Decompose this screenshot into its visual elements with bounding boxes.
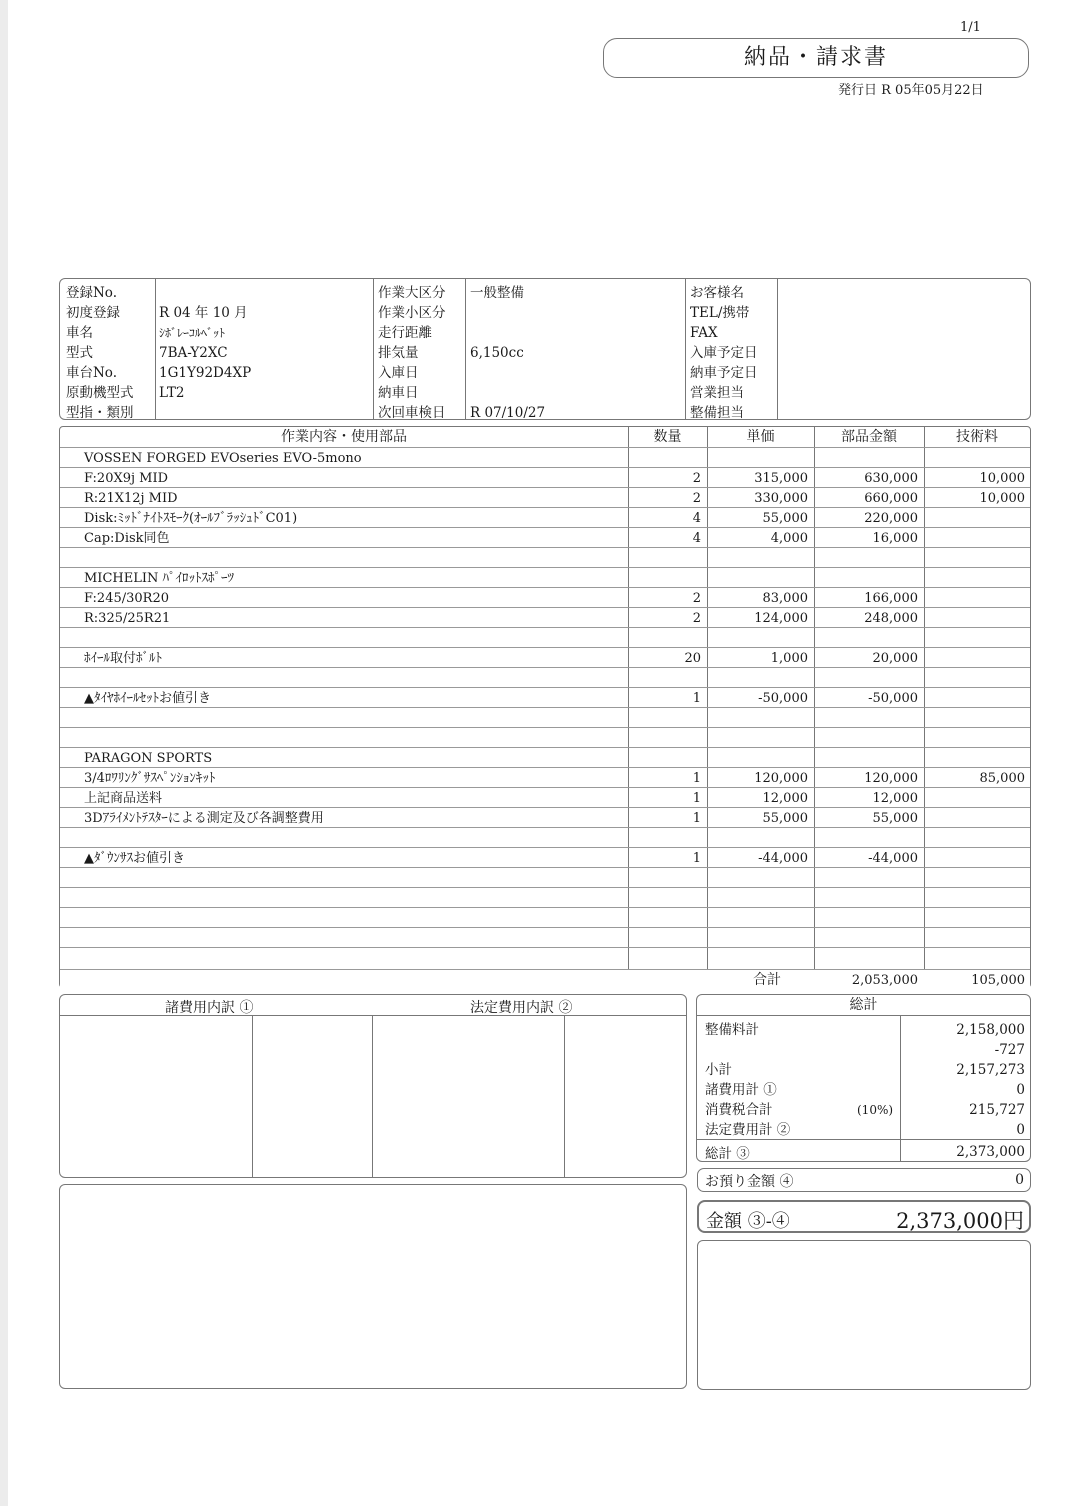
row-parts-amount: 16,000 bbox=[872, 531, 918, 546]
table-row bbox=[60, 847, 1030, 868]
row-labor bbox=[924, 508, 1025, 528]
row-description bbox=[84, 668, 624, 688]
amount-due-box bbox=[697, 1200, 1031, 1233]
row-qty: 1 bbox=[692, 811, 701, 826]
row-parts-amount: 630,000 bbox=[864, 471, 918, 486]
row-unit-price bbox=[707, 928, 808, 948]
row-qty bbox=[628, 868, 701, 888]
deposit-value: 0 bbox=[1015, 1172, 1024, 1188]
table-row bbox=[60, 627, 1030, 648]
row-parts-amount: 20,000 bbox=[872, 651, 918, 666]
stamp-box bbox=[697, 1240, 1031, 1390]
row-parts-amount: 12,000 bbox=[872, 791, 918, 806]
table-row bbox=[60, 807, 1030, 828]
row-unit-price: 124,000 bbox=[754, 611, 808, 626]
col-header-labor: 技術料 bbox=[956, 429, 998, 445]
row-unit-price bbox=[707, 448, 808, 468]
total-parts: 2,053,000 bbox=[851, 973, 918, 988]
row-description bbox=[84, 868, 624, 888]
row-qty: 1 bbox=[692, 791, 701, 806]
row-description: 3/4ﾛﾜﾘﾝｸﾞｻｽﾍﾟﾝｼｮﾝｷｯﾄ bbox=[84, 771, 216, 786]
table-row bbox=[60, 467, 1030, 488]
row-unit-price bbox=[707, 748, 808, 768]
row-labor: 10,000 bbox=[979, 471, 1025, 486]
vehicle-values: R 04 年 10 月 ｼﾎﾞﾚｰｺﾙﾍﾞｯﾄ 7BA-Y2XC 1G1Y92D4XP LT2 bbox=[159, 305, 252, 401]
row-parts-amount: 660,000 bbox=[864, 491, 918, 506]
row-description bbox=[84, 628, 624, 648]
grand-total-label: 総計 ③ bbox=[705, 1146, 750, 1162]
legal-fee-heading: 法定費用内訳 ② bbox=[470, 1000, 573, 1016]
row-qty: 2 bbox=[692, 611, 701, 626]
row-labor bbox=[924, 928, 1025, 948]
table-row bbox=[60, 447, 1030, 468]
row-parts-amount bbox=[814, 708, 918, 728]
row-parts-amount bbox=[814, 748, 918, 768]
total-labor: 105,000 bbox=[971, 973, 1025, 988]
row-parts-amount: 120,000 bbox=[864, 771, 918, 786]
col-header-parts-amount: 部品金額 bbox=[841, 429, 897, 445]
row-parts-amount bbox=[814, 908, 918, 928]
row-parts-amount: 166,000 bbox=[864, 591, 918, 606]
page-number: 1/1 bbox=[960, 20, 981, 35]
row-unit-price bbox=[707, 628, 808, 648]
row-qty bbox=[628, 928, 701, 948]
row-labor bbox=[924, 948, 1025, 968]
row-description bbox=[84, 928, 624, 948]
row-description bbox=[84, 708, 624, 728]
misc-fee-heading: 諸費用内訳 ① bbox=[165, 1000, 254, 1016]
row-labor bbox=[924, 908, 1025, 928]
table-row bbox=[60, 667, 1030, 688]
table-row bbox=[60, 827, 1030, 848]
table-row bbox=[60, 747, 1030, 768]
row-description bbox=[84, 888, 624, 908]
row-parts-amount bbox=[814, 948, 918, 968]
row-unit-price bbox=[707, 548, 808, 568]
row-unit-price bbox=[707, 908, 808, 928]
row-labor bbox=[924, 568, 1025, 588]
row-parts-amount bbox=[814, 548, 918, 568]
row-labor bbox=[924, 828, 1025, 848]
row-labor bbox=[924, 748, 1025, 768]
row-parts-amount bbox=[814, 668, 918, 688]
row-description bbox=[84, 828, 624, 848]
col-header-qty: 数量 bbox=[653, 429, 682, 445]
row-unit-price: -50,000 bbox=[758, 691, 808, 706]
tax-rate: (10%) bbox=[857, 1103, 894, 1117]
table-row bbox=[60, 547, 1030, 568]
items-table bbox=[59, 426, 1031, 988]
row-unit-price: 12,000 bbox=[762, 791, 808, 806]
row-parts-amount: 55,000 bbox=[872, 811, 918, 826]
row-unit-price: 120,000 bbox=[754, 771, 808, 786]
row-qty bbox=[628, 568, 701, 588]
totals-heading: 総計 bbox=[697, 995, 1030, 1016]
row-qty bbox=[628, 628, 701, 648]
table-row bbox=[60, 527, 1030, 548]
row-unit-price bbox=[707, 948, 808, 968]
row-labor bbox=[924, 448, 1025, 468]
row-parts-amount: 248,000 bbox=[864, 611, 918, 626]
row-description: F:245/30R20 bbox=[84, 591, 170, 606]
row-unit-price: -44,000 bbox=[758, 851, 808, 866]
totals-box bbox=[696, 994, 1031, 1162]
table-row bbox=[60, 687, 1030, 708]
row-unit-price bbox=[707, 708, 808, 728]
row-unit-price bbox=[707, 868, 808, 888]
row-qty bbox=[628, 668, 701, 688]
row-unit-price: 55,000 bbox=[762, 511, 808, 526]
row-qty: 20 bbox=[684, 651, 701, 666]
row-labor bbox=[924, 628, 1025, 648]
row-labor bbox=[924, 648, 1025, 668]
vehicle-labels: 登録No. 初度登録 車名 型式 車台No. 原動機型式 型指・類別 bbox=[66, 285, 134, 421]
totals-labels: 整備料計 小計 諸費用計 ① 消費税合計 法定費用計 ② bbox=[705, 1022, 791, 1138]
row-parts-amount bbox=[814, 928, 918, 948]
amount-due-label: 金額 ③-④ bbox=[706, 1211, 790, 1232]
row-labor bbox=[924, 688, 1025, 708]
row-description: ﾎｲｰﾙ取付ﾎﾞﾙﾄ bbox=[84, 651, 163, 666]
row-description: Cap:Disk同色 bbox=[84, 531, 170, 546]
row-unit-price: 330,000 bbox=[754, 491, 808, 506]
row-unit-price bbox=[707, 568, 808, 588]
row-description: 上記商品送料 bbox=[84, 791, 163, 806]
deposit-box bbox=[697, 1168, 1031, 1192]
table-row bbox=[60, 587, 1030, 608]
row-unit-price: 315,000 bbox=[754, 471, 808, 486]
row-parts-amount bbox=[814, 728, 918, 748]
deposit-label: お預り金額 ④ bbox=[705, 1174, 794, 1190]
table-row bbox=[60, 947, 1030, 968]
row-description: PARAGON SPORTS bbox=[84, 751, 213, 766]
row-labor: 10,000 bbox=[979, 491, 1025, 506]
row-description bbox=[84, 548, 624, 568]
row-qty bbox=[628, 748, 701, 768]
row-parts-amount bbox=[814, 448, 918, 468]
table-row bbox=[60, 727, 1030, 748]
row-labor bbox=[924, 708, 1025, 728]
customer-labels: お客様名 TEL/携帯 FAX 入庫予定日 納車予定日 営業担当 整備担当 bbox=[690, 285, 758, 421]
col-header-description: 作業内容・使用部品 bbox=[281, 429, 407, 445]
row-parts-amount: 220,000 bbox=[864, 511, 918, 526]
row-qty bbox=[628, 448, 701, 468]
remarks-box bbox=[59, 1184, 687, 1389]
work-values: 一般整備 6,150cc R 07/10/27 bbox=[470, 285, 546, 421]
row-labor bbox=[924, 808, 1025, 828]
totals-values: 2,158,000 -727 2,157,273 0 215,727 0 bbox=[956, 1022, 1025, 1138]
row-labor bbox=[924, 868, 1025, 888]
row-description: MICHELIN ﾊﾟｲﾛｯﾄｽﾎﾟｰﾂ bbox=[84, 571, 234, 586]
table-row bbox=[60, 707, 1030, 728]
row-qty bbox=[628, 908, 701, 928]
row-parts-amount bbox=[814, 568, 918, 588]
row-qty: 2 bbox=[692, 471, 701, 486]
row-qty: 2 bbox=[692, 591, 701, 606]
row-labor bbox=[924, 528, 1025, 548]
document-title: 納品・請求書 bbox=[743, 45, 888, 70]
row-description: VOSSEN FORGED EVOseries EVO-5mono bbox=[84, 451, 362, 466]
row-parts-amount bbox=[814, 868, 918, 888]
row-description bbox=[84, 948, 624, 968]
row-qty: 1 bbox=[692, 771, 701, 786]
total-row: 合計 2,053,000 105,000 bbox=[60, 969, 1030, 990]
table-row bbox=[60, 927, 1030, 948]
table-row bbox=[60, 607, 1030, 628]
row-labor bbox=[924, 888, 1025, 908]
table-row bbox=[60, 867, 1030, 888]
row-description: Disk:ﾐｯﾄﾞﾅｲﾄｽﾓｰｸ(ｵｰﾙﾌﾞﾗｯｼｭﾄﾞC01) bbox=[84, 511, 298, 526]
row-parts-amount bbox=[814, 888, 918, 908]
row-qty bbox=[628, 728, 701, 748]
row-labor bbox=[924, 548, 1025, 568]
row-unit-price: 83,000 bbox=[762, 591, 808, 606]
row-qty: 4 bbox=[692, 511, 701, 526]
fee-breakdown-box bbox=[59, 994, 687, 1178]
row-labor bbox=[924, 588, 1025, 608]
row-description bbox=[84, 908, 624, 928]
page-edge bbox=[0, 0, 8, 1506]
row-unit-price bbox=[707, 828, 808, 848]
issue-date: 発行日 R 05年05月22日 bbox=[838, 83, 984, 98]
table-row bbox=[60, 567, 1030, 588]
row-description bbox=[84, 728, 624, 748]
row-labor: 85,000 bbox=[979, 771, 1025, 786]
table-row bbox=[60, 767, 1030, 788]
row-qty: 1 bbox=[692, 851, 701, 866]
row-qty: 2 bbox=[692, 491, 701, 506]
table-row bbox=[60, 887, 1030, 908]
row-description: R:325/25R21 bbox=[84, 611, 171, 626]
row-unit-price bbox=[707, 668, 808, 688]
amount-due-value: 2,373,000円 bbox=[896, 1209, 1024, 1233]
row-qty: 4 bbox=[692, 531, 701, 546]
table-row bbox=[60, 507, 1030, 528]
table-row bbox=[60, 907, 1030, 928]
row-description: F:20X9j MID bbox=[84, 471, 169, 486]
table-row bbox=[60, 487, 1030, 508]
row-labor bbox=[924, 728, 1025, 748]
row-description: ▲ﾀﾞｳﾝｻｽお値引き bbox=[84, 851, 185, 866]
table-row bbox=[60, 787, 1030, 808]
row-parts-amount: -44,000 bbox=[868, 851, 918, 866]
row-labor bbox=[924, 608, 1025, 628]
row-unit-price bbox=[707, 888, 808, 908]
row-qty bbox=[628, 828, 701, 848]
row-labor bbox=[924, 668, 1025, 688]
row-unit-price: 55,000 bbox=[762, 811, 808, 826]
row-qty bbox=[628, 948, 701, 968]
row-description: ▲ﾀｲﾔﾎｲｰﾙｾｯﾄお値引き bbox=[84, 691, 211, 706]
row-unit-price: 1,000 bbox=[770, 651, 808, 666]
vehicle-info-box bbox=[59, 278, 1031, 420]
work-labels: 作業大区分 作業小区分 走行距離 排気量 入庫日 納車日 次回車検日 bbox=[378, 285, 446, 421]
row-qty: 1 bbox=[692, 691, 701, 706]
grand-total-value: 2,373,000 bbox=[956, 1144, 1025, 1160]
row-parts-amount: -50,000 bbox=[868, 691, 918, 706]
row-unit-price: 4,000 bbox=[770, 531, 808, 546]
row-qty bbox=[628, 548, 701, 568]
row-description: R:21X12j MID bbox=[84, 491, 178, 506]
row-qty bbox=[628, 708, 701, 728]
table-row bbox=[60, 647, 1030, 668]
row-parts-amount bbox=[814, 828, 918, 848]
row-description: 3Dｱﾗｲﾒﾝﾄﾃｽﾀｰによる測定及び各調整費用 bbox=[84, 811, 324, 826]
row-qty bbox=[628, 888, 701, 908]
row-labor bbox=[924, 788, 1025, 808]
title-box bbox=[603, 38, 1029, 78]
col-header-unit-price: 単価 bbox=[746, 429, 775, 445]
row-unit-price bbox=[707, 728, 808, 748]
row-parts-amount bbox=[814, 628, 918, 648]
row-labor bbox=[924, 848, 1025, 868]
